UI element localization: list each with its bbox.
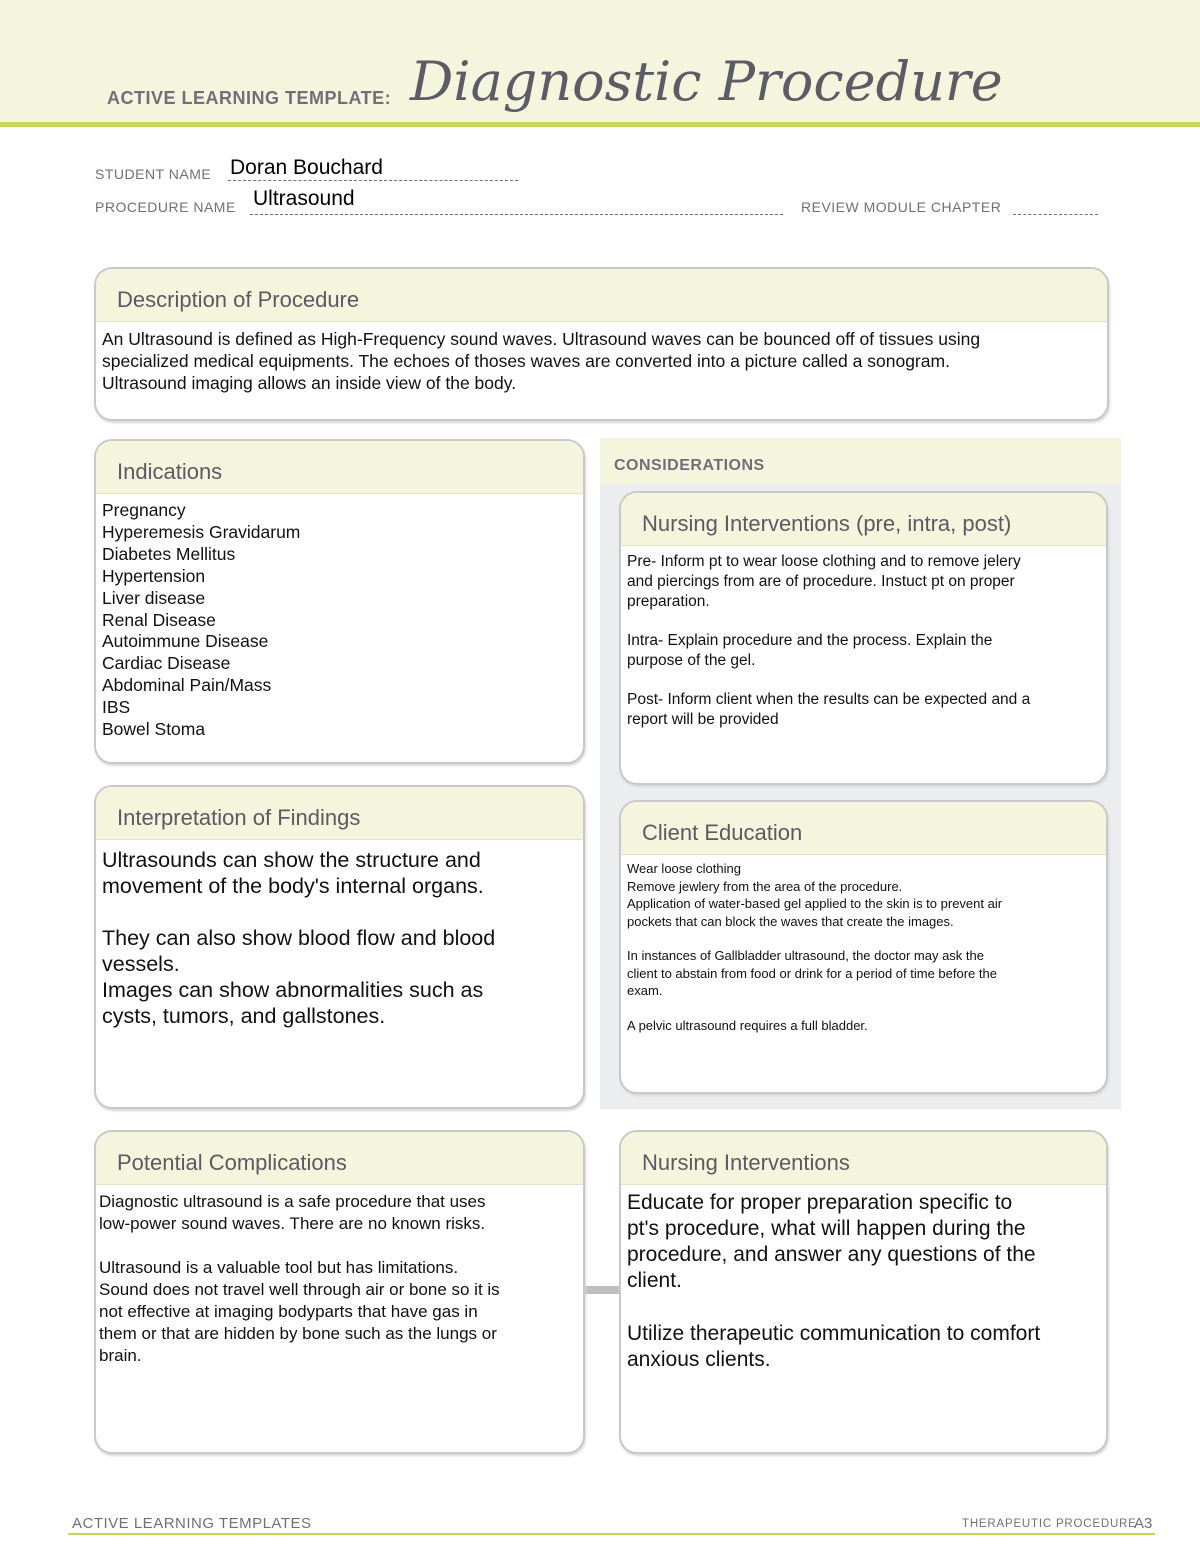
indication-item: Renal Disease bbox=[102, 609, 216, 630]
nursing-interventions-line: Educate for proper preparation specific to bbox=[627, 1191, 1013, 1214]
indication-item: Diabetes Mellitus bbox=[102, 543, 236, 564]
complications-line: not effective at imaging bodyparts that have gas in bbox=[99, 1302, 478, 1321]
client-education-line: Remove jewlery from the area of the procedure. bbox=[627, 878, 903, 894]
client-education-body bbox=[621, 855, 1106, 1034]
description-line: specialized medical equipments. The echoes of thoses waves are converted into a picture called a sonogram. bbox=[102, 351, 950, 371]
complications-title: Potential Complications bbox=[96, 1132, 583, 1185]
description-line: An Ultrasound is defined as High-Frequency sound waves. Ultrasound waves can be bounced off of tissues using bbox=[102, 329, 981, 349]
nursing-interventions-body bbox=[621, 1185, 1106, 1373]
client-education-title: Client Education bbox=[621, 802, 1106, 855]
client-education-line: In instances of Gallbladder ultrasound, the doctor may ask the bbox=[627, 948, 984, 963]
complications-line: Ultrasound is a valuable tool but has limitations. bbox=[99, 1258, 459, 1277]
page-title: Diagnostic Procedure bbox=[410, 50, 1003, 113]
indication-item: Abdominal Pain/Mass bbox=[102, 675, 272, 696]
complications-line: them or that are hidden by bone such as the lungs or bbox=[99, 1324, 497, 1343]
indication-item: Bowel Stoma bbox=[102, 719, 206, 740]
nursing-interventions-line: anxious clients. bbox=[627, 1348, 771, 1371]
interpretation-line: Images can show abnormalities such as bbox=[102, 978, 484, 1002]
connector-bar bbox=[582, 1286, 622, 1294]
nursing-interventions-pre-intra-post-box bbox=[619, 491, 1108, 785]
procedure-name-value[interactable]: Ultrasound bbox=[253, 187, 355, 210]
intra-line: purpose of the gel. bbox=[627, 652, 756, 669]
client-education-line: exam. bbox=[627, 983, 663, 998]
indication-item: Cardiac Disease bbox=[102, 653, 231, 674]
header-rule bbox=[0, 122, 1200, 127]
nursing-interventions-line: client. bbox=[627, 1269, 682, 1292]
indication-item: IBS bbox=[102, 697, 131, 718]
review-module-label: REVIEW MODULE CHAPTER bbox=[801, 199, 1002, 215]
complications-line: low-power sound waves. There are no known risks. bbox=[99, 1214, 486, 1233]
pre-line: and piercings from are of procedure. Instuct pt on proper bbox=[627, 573, 1015, 590]
indications-box bbox=[94, 439, 585, 764]
procedure-name-underline bbox=[250, 214, 783, 215]
client-education-line: client to abstain from food or drink for a period of time before the bbox=[627, 965, 997, 981]
student-name-underline bbox=[228, 180, 518, 181]
footer-rule bbox=[68, 1533, 1155, 1535]
indication-item: Autoimmune Disease bbox=[102, 631, 269, 652]
complications-line: Sound does not travel well through air or bone so it is bbox=[99, 1280, 500, 1299]
post-line: Post- Inform client when the results can be expected and a bbox=[627, 691, 1031, 708]
intra-line: Intra- Explain procedure and the process. Explain the bbox=[627, 632, 993, 649]
interpretation-line: cysts, tumors, and gallstones. bbox=[102, 1004, 386, 1028]
footer-left-label: ACTIVE LEARNING TEMPLATES bbox=[72, 1515, 312, 1532]
nursing-interventions-line: Utilize therapeutic communication to comfort bbox=[627, 1322, 1041, 1345]
complications-line: brain. bbox=[99, 1346, 142, 1365]
complications-box bbox=[94, 1130, 585, 1454]
nursing-interventions-title: Nursing Interventions bbox=[621, 1132, 1106, 1185]
pre-line: Pre- Inform pt to wear loose clothing and to remove jelery bbox=[627, 553, 1021, 570]
nursing-interventions-line: pt's procedure, what will happen during the bbox=[627, 1217, 1026, 1240]
client-education-box bbox=[619, 800, 1108, 1094]
complications-line: Diagnostic ultrasound is a safe procedure that uses bbox=[99, 1192, 486, 1211]
interpretation-line: They can also show blood flow and blood bbox=[102, 926, 496, 950]
post-line: report will be provided bbox=[627, 711, 779, 728]
nursing-interventions-pre-intra-post-title: Nursing Interventions (pre, intra, post) bbox=[621, 493, 1106, 546]
description-title: Description of Procedure bbox=[96, 269, 1107, 322]
footer-right-label: THERAPEUTIC PROCEDURE bbox=[962, 1518, 1137, 1530]
complications-body bbox=[96, 1185, 583, 1367]
client-education-line: Wear loose clothing bbox=[627, 861, 741, 876]
review-module-underline[interactable] bbox=[1013, 214, 1098, 215]
nursing-interventions-box bbox=[619, 1130, 1108, 1454]
indication-item: Liver disease bbox=[102, 587, 206, 608]
pre-line: preparation. bbox=[627, 593, 710, 610]
interpretation-line: Ultrasounds can show the structure and bbox=[102, 848, 481, 872]
interpretation-box bbox=[94, 785, 585, 1109]
footer-page-number: A3 bbox=[1134, 1515, 1153, 1532]
client-education-line: A pelvic ultrasound requires a full bladder. bbox=[627, 1017, 868, 1033]
interpretation-line: movement of the body's internal organs. bbox=[102, 874, 484, 898]
description-box bbox=[94, 267, 1109, 421]
description-body bbox=[96, 322, 1107, 394]
template-label: ACTIVE LEARNING TEMPLATE: bbox=[107, 88, 392, 108]
nursing-interventions-line: procedure, and answer any questions of the bbox=[627, 1243, 1036, 1266]
client-education-line: Application of water-based gel applied to the skin is to prevent air bbox=[627, 896, 1003, 911]
description-line: Ultrasound imaging allows an inside view of the body. bbox=[102, 373, 517, 393]
interpretation-line: vessels. bbox=[102, 952, 180, 976]
indication-item: Hyperemesis Gravidarum bbox=[102, 521, 301, 542]
interpretation-body bbox=[96, 840, 583, 1029]
student-name-label: STUDENT NAME bbox=[95, 166, 212, 182]
procedure-name-label: PROCEDURE NAME bbox=[95, 199, 236, 215]
student-name-value[interactable]: Doran Bouchard bbox=[230, 156, 383, 179]
interpretation-title: Interpretation of Findings bbox=[96, 787, 583, 840]
indications-list bbox=[96, 494, 583, 741]
indication-item: Hypertension bbox=[102, 565, 206, 586]
indications-title: Indications bbox=[96, 441, 583, 494]
indication-item: Pregnancy bbox=[102, 500, 186, 520]
considerations-label: CONSIDERATIONS bbox=[614, 457, 765, 474]
nursing-interventions-pre-intra-post-body bbox=[621, 546, 1106, 730]
client-education-line: pockets that can block the waves that create the images. bbox=[627, 913, 954, 929]
